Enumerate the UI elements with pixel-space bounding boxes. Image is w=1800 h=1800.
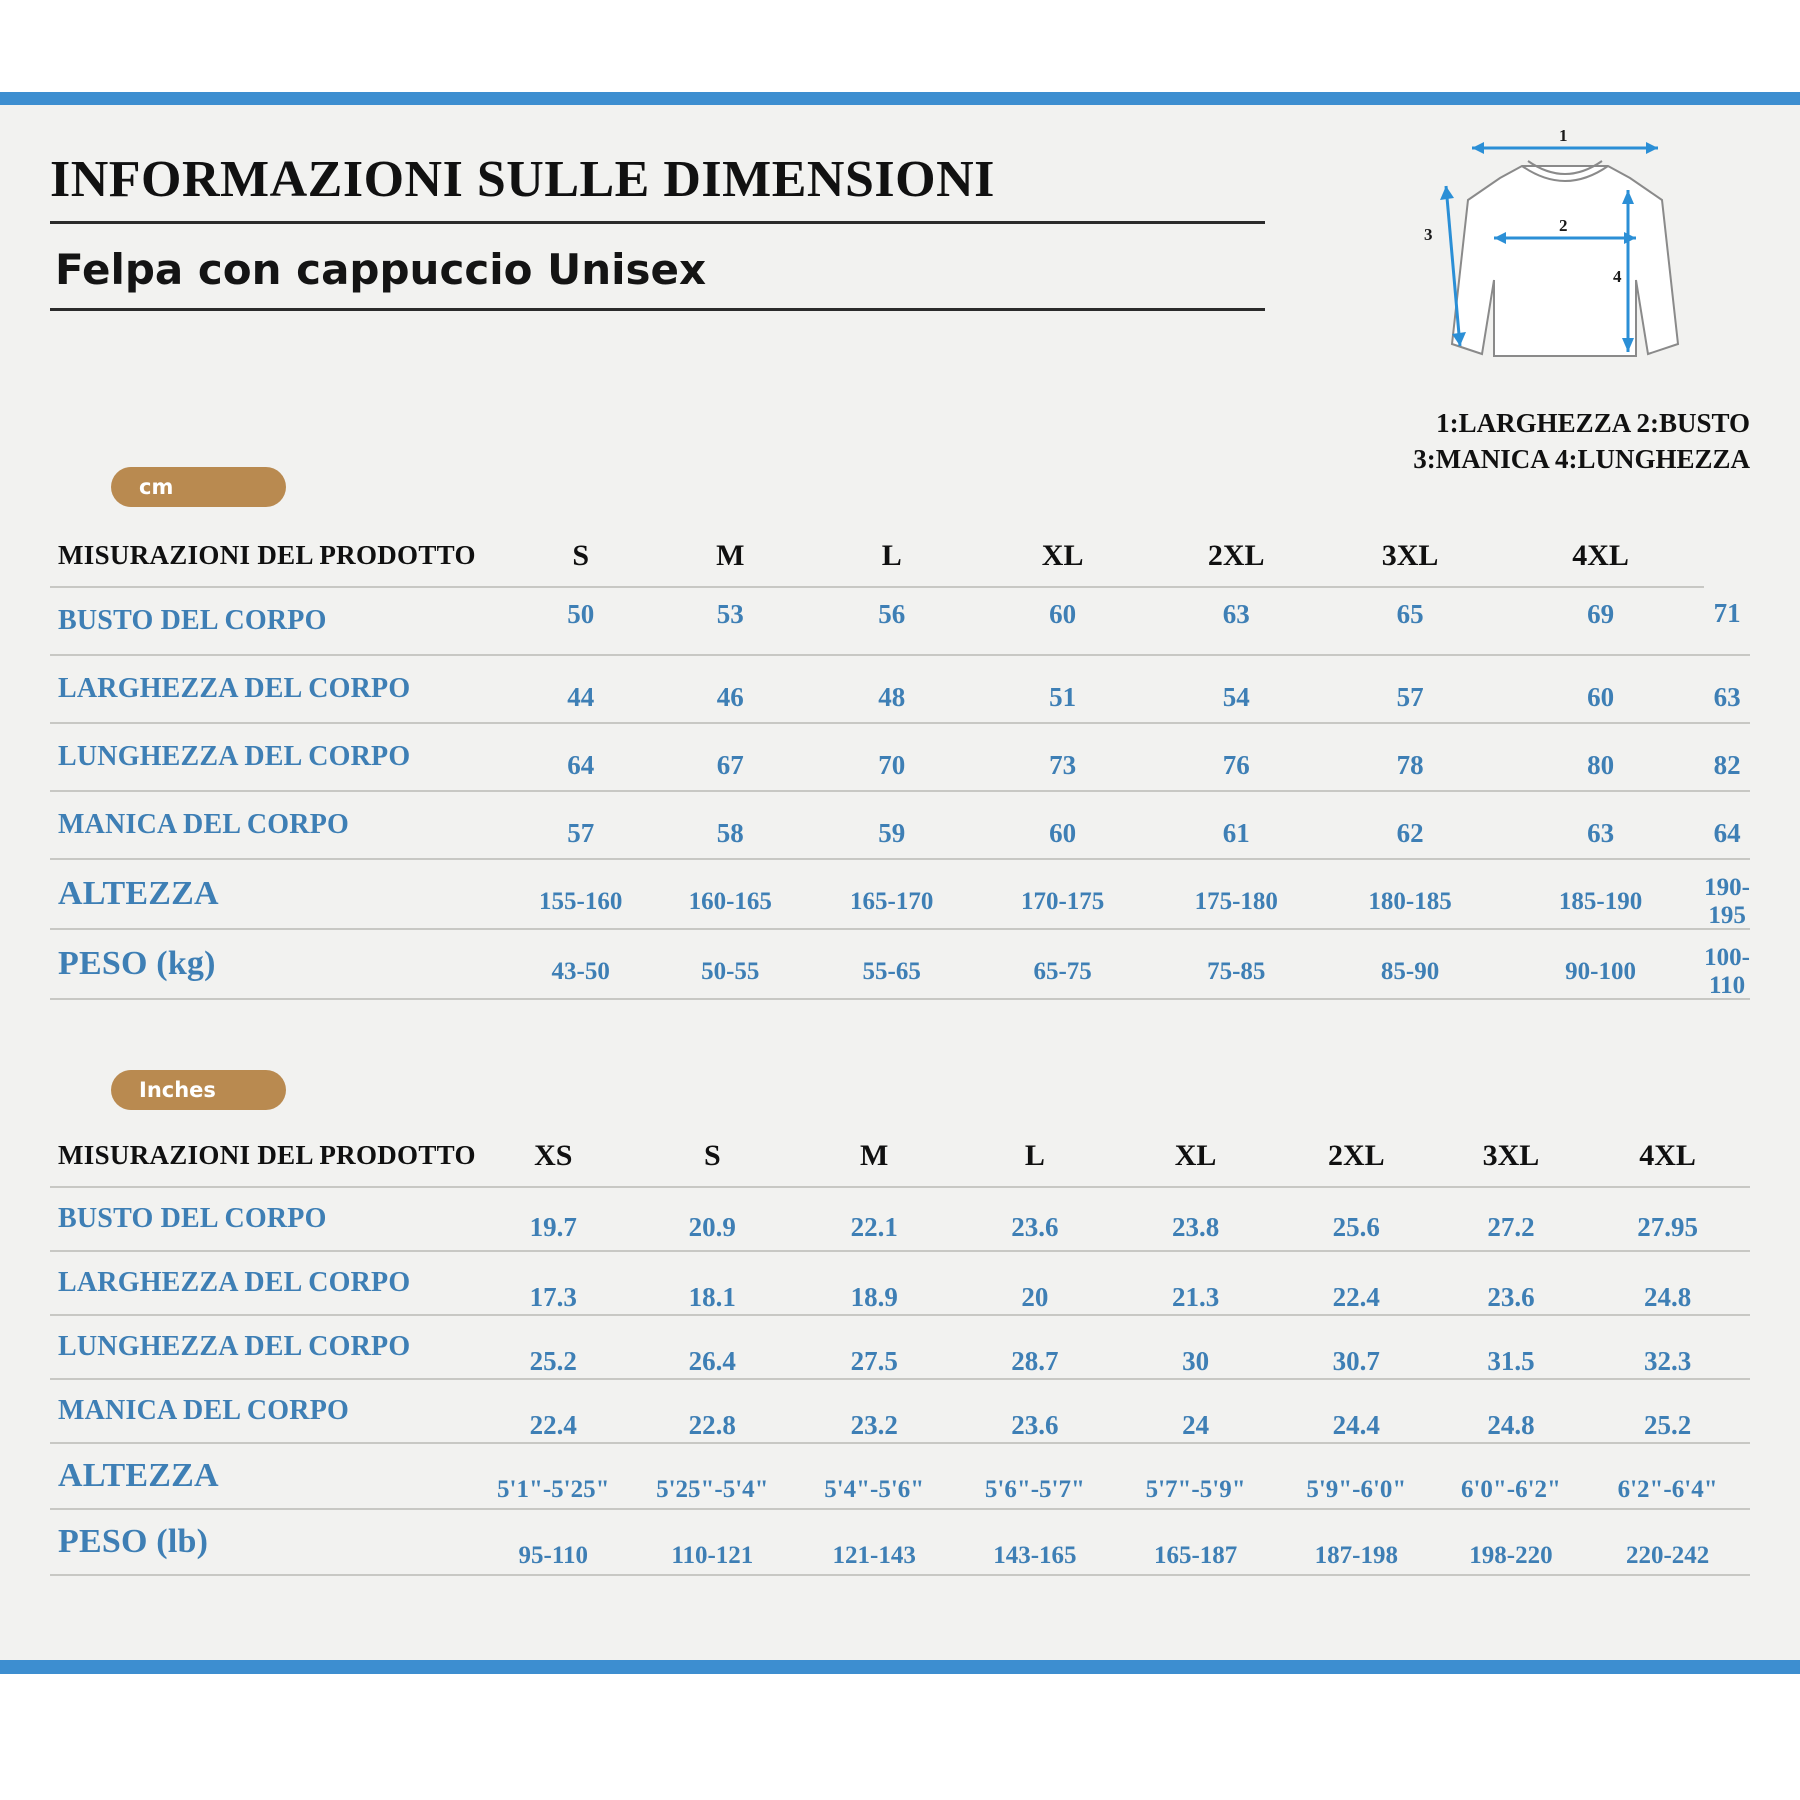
in-cell: 5'6"-5'7"	[984, 1476, 1085, 1503]
diagram-marker-3: 3	[1424, 225, 1433, 244]
in-cell: 22.1	[850, 1211, 898, 1242]
cm-cell: 85-90	[1380, 958, 1440, 985]
cm-cell: 57	[567, 817, 595, 848]
in-row-label-altezza: ALTEZZA	[50, 1443, 476, 1509]
cm-cell: 175-180	[1194, 888, 1278, 915]
table-row	[50, 655, 1750, 723]
in-cell: 31.5	[1487, 1345, 1535, 1376]
in-cell: 26.4	[688, 1345, 736, 1376]
cm-cell: 63	[1222, 598, 1250, 629]
in-cell: 6'0"-6'2"	[1460, 1476, 1561, 1503]
in-cell: 5'1"-5'25"	[497, 1476, 610, 1503]
title-divider-bottom	[50, 308, 1265, 311]
in-cell: 5'7"-5'9"	[1145, 1476, 1246, 1503]
in-row-label-lunghezza: LUNGHEZZA DEL CORPO	[50, 1315, 476, 1379]
cm-header-xl: XL	[976, 525, 1149, 587]
unit-pill-inches	[111, 1070, 286, 1110]
in-cell: 30	[1182, 1345, 1210, 1376]
cm-header-2xl: 2XL	[1149, 525, 1323, 587]
cm-row-label-larghezza: LARGHEZZA DEL CORPO	[50, 655, 508, 723]
cm-cell: 50-55	[701, 958, 760, 985]
cm-row-label-altezza: ALTEZZA	[50, 859, 508, 929]
title-divider-top	[50, 221, 1265, 224]
cm-header-3xl: 3XL	[1323, 525, 1497, 587]
in-cell: 23.6	[1011, 1409, 1059, 1440]
in-cell: 5'4"-5'6"	[824, 1476, 925, 1503]
cm-cell: 64	[1713, 817, 1741, 848]
cm-header-m: M	[653, 525, 807, 587]
bottom-accent-bar	[0, 1660, 1800, 1674]
cm-cell: 67	[716, 749, 744, 780]
cm-cell: 65	[1396, 598, 1424, 629]
cm-cell: 75-85	[1207, 958, 1266, 985]
cm-header-s: S	[508, 525, 653, 587]
cm-cell: 76	[1222, 749, 1250, 780]
top-accent-bar	[0, 92, 1800, 106]
diagram-legend	[1330, 405, 1750, 478]
in-cell: 220-242	[1625, 1542, 1710, 1569]
garment-diagram	[1410, 130, 1720, 390]
in-cell: 22.4	[1332, 1281, 1380, 1312]
cm-header-4xl: 4XL	[1497, 525, 1704, 587]
cm-cell: 46	[716, 681, 744, 712]
cm-cell: 69	[1587, 598, 1615, 629]
table-row	[50, 1509, 1750, 1575]
cm-cell: 73	[1049, 749, 1077, 780]
in-cell: 28.7	[1011, 1345, 1059, 1376]
in-row-label-busto: BUSTO DEL CORPO	[50, 1187, 476, 1251]
cm-cell: 100-110	[1704, 944, 1750, 999]
diagram-marker-4: 4	[1613, 267, 1622, 286]
cm-cell: 44	[567, 681, 595, 712]
in-header-4xl: 4XL	[1585, 1125, 1750, 1187]
table-row	[50, 859, 1750, 929]
in-cell: 30.7	[1332, 1345, 1380, 1376]
in-header-2xl: 2XL	[1276, 1125, 1437, 1187]
in-cell: 24.4	[1332, 1409, 1380, 1440]
legend-line-2: 3:MANICA 4:LUNGHEZZA	[1413, 444, 1750, 475]
cm-cell: 50	[567, 598, 595, 629]
cm-size-table	[50, 525, 1750, 1000]
in-cell: 27.95	[1637, 1211, 1698, 1242]
cm-cell: 63	[1587, 817, 1615, 848]
in-row-label-peso: PESO (lb)	[50, 1509, 476, 1575]
in-cell: 23.6	[1011, 1211, 1059, 1242]
table-row	[50, 1315, 1750, 1379]
cm-cell: 54	[1222, 681, 1250, 712]
in-cell: 6'2"-6'4"	[1617, 1476, 1718, 1503]
cm-cell: 48	[878, 681, 906, 712]
in-cell: 23.6	[1487, 1281, 1535, 1312]
cm-cell: 64	[567, 749, 595, 780]
in-cell: 121-143	[832, 1542, 916, 1569]
cm-cell: 62	[1396, 817, 1424, 848]
table-row	[50, 587, 1750, 655]
cm-cell: 160-165	[688, 888, 772, 915]
in-cell: 24.8	[1487, 1409, 1535, 1440]
cm-cell: 90-100	[1565, 958, 1636, 985]
unit-pill-inches-label: Inches	[139, 1078, 216, 1102]
cm-cell: 61	[1222, 817, 1250, 848]
in-header-m: M	[794, 1125, 955, 1187]
in-cell: 110-121	[671, 1542, 754, 1569]
table-row	[50, 1379, 1750, 1443]
in-row-label-manica: MANICA DEL CORPO	[50, 1379, 476, 1443]
cm-cell: 60	[1049, 598, 1077, 629]
in-header-measure: MISURAZIONI DEL PRODOTTO	[50, 1125, 476, 1187]
in-cell: 5'9"-6'0"	[1306, 1476, 1407, 1503]
table-row	[50, 1251, 1750, 1315]
in-cell: 95-110	[518, 1542, 588, 1569]
cm-cell: 82	[1713, 749, 1741, 780]
unit-pill-cm-label: cm	[139, 475, 174, 499]
in-cell: 20	[1021, 1281, 1049, 1312]
table-row	[50, 929, 1750, 999]
in-cell: 19.7	[529, 1211, 577, 1242]
cm-cell: 170-175	[1020, 888, 1105, 915]
in-cell: 23.2	[850, 1409, 898, 1440]
cm-cell: 80	[1587, 749, 1615, 780]
in-cell: 23.8	[1171, 1211, 1220, 1242]
in-cell: 32.3	[1643, 1345, 1692, 1376]
page-title: INFORMAZIONI SULLE DIMENSIONI	[50, 151, 995, 208]
cm-header-row	[50, 525, 1750, 587]
cm-header-l: L	[807, 525, 976, 587]
in-cell: 5'25"-5'4"	[656, 1476, 769, 1503]
in-cell: 18.1	[688, 1281, 736, 1312]
cm-cell: 190-195	[1704, 874, 1750, 929]
cm-row-label-peso: PESO (kg)	[50, 929, 508, 999]
cm-cell: 58	[716, 817, 744, 848]
legend-line-1: 1:LARGHEZZA 2:BUSTO	[1436, 408, 1750, 438]
table-row	[50, 1187, 1750, 1251]
in-header-l: L	[955, 1125, 1116, 1187]
cm-cell: 78	[1396, 749, 1424, 780]
cm-row-label-busto: BUSTO DEL CORPO	[50, 587, 508, 655]
in-header-3xl: 3XL	[1437, 1125, 1586, 1187]
in-cell: 20.9	[688, 1211, 736, 1242]
table-row	[50, 723, 1750, 791]
in-cell: 25.2	[529, 1345, 577, 1376]
in-cell: 143-165	[993, 1542, 1077, 1569]
cm-cell: 70	[878, 749, 906, 780]
in-cell: 18.9	[850, 1281, 898, 1312]
in-header-s: S	[631, 1125, 794, 1187]
table-row	[50, 1443, 1750, 1509]
diagram-marker-2: 2	[1559, 216, 1568, 235]
in-cell: 22.8	[688, 1409, 736, 1440]
cm-cell: 185-190	[1558, 888, 1643, 915]
in-cell: 24	[1182, 1409, 1210, 1440]
in-cell: 27.2	[1487, 1211, 1535, 1242]
cm-cell: 180-185	[1368, 888, 1452, 915]
diagram-marker-1: 1	[1559, 130, 1568, 145]
cm-cell: 63	[1713, 681, 1741, 712]
cm-cell: 59	[878, 817, 906, 848]
unit-pill-cm	[111, 467, 286, 507]
cm-cell: 57	[1396, 681, 1424, 712]
cm-row-label-lunghezza: LUNGHEZZA DEL CORPO	[50, 723, 508, 791]
cm-row-label-manica: MANICA DEL CORPO	[50, 791, 508, 859]
cm-cell: 155-160	[539, 888, 623, 915]
in-header-xs: XS	[476, 1125, 631, 1187]
in-cell: 187-198	[1314, 1542, 1398, 1569]
in-cell: 27.5	[850, 1345, 898, 1376]
cm-cell: 51	[1049, 681, 1077, 712]
cm-cell: 43-50	[551, 958, 610, 985]
cm-cell: 60	[1049, 817, 1077, 848]
in-cell: 25.6	[1332, 1211, 1380, 1242]
in-cell: 17.3	[529, 1281, 577, 1312]
in-cell: 165-187	[1153, 1542, 1238, 1569]
cm-cell: 65-75	[1033, 958, 1092, 985]
cm-cell: 71	[1713, 598, 1741, 628]
in-row-label-larghezza: LARGHEZZA DEL CORPO	[50, 1251, 476, 1315]
cm-cell: 60	[1587, 681, 1615, 712]
cm-header-measure: MISURAZIONI DEL PRODOTTO	[50, 525, 508, 587]
in-header-xl: XL	[1115, 1125, 1276, 1187]
cm-cell: 56	[878, 598, 906, 629]
cm-cell: 53	[716, 598, 744, 629]
cm-cell: 55-65	[862, 958, 921, 985]
in-cell: 24.8	[1643, 1281, 1692, 1312]
inches-size-table	[50, 1125, 1750, 1576]
in-cell: 25.2	[1643, 1409, 1692, 1440]
table-row	[50, 791, 1750, 859]
cm-cell: 165-170	[850, 888, 934, 915]
in-cell: 22.4	[529, 1409, 577, 1440]
inches-header-row	[50, 1125, 1750, 1187]
page-subtitle: Felpa con cappuccio Unisex	[55, 245, 707, 294]
in-cell: 198-220	[1469, 1542, 1553, 1569]
in-cell: 21.3	[1171, 1281, 1220, 1312]
